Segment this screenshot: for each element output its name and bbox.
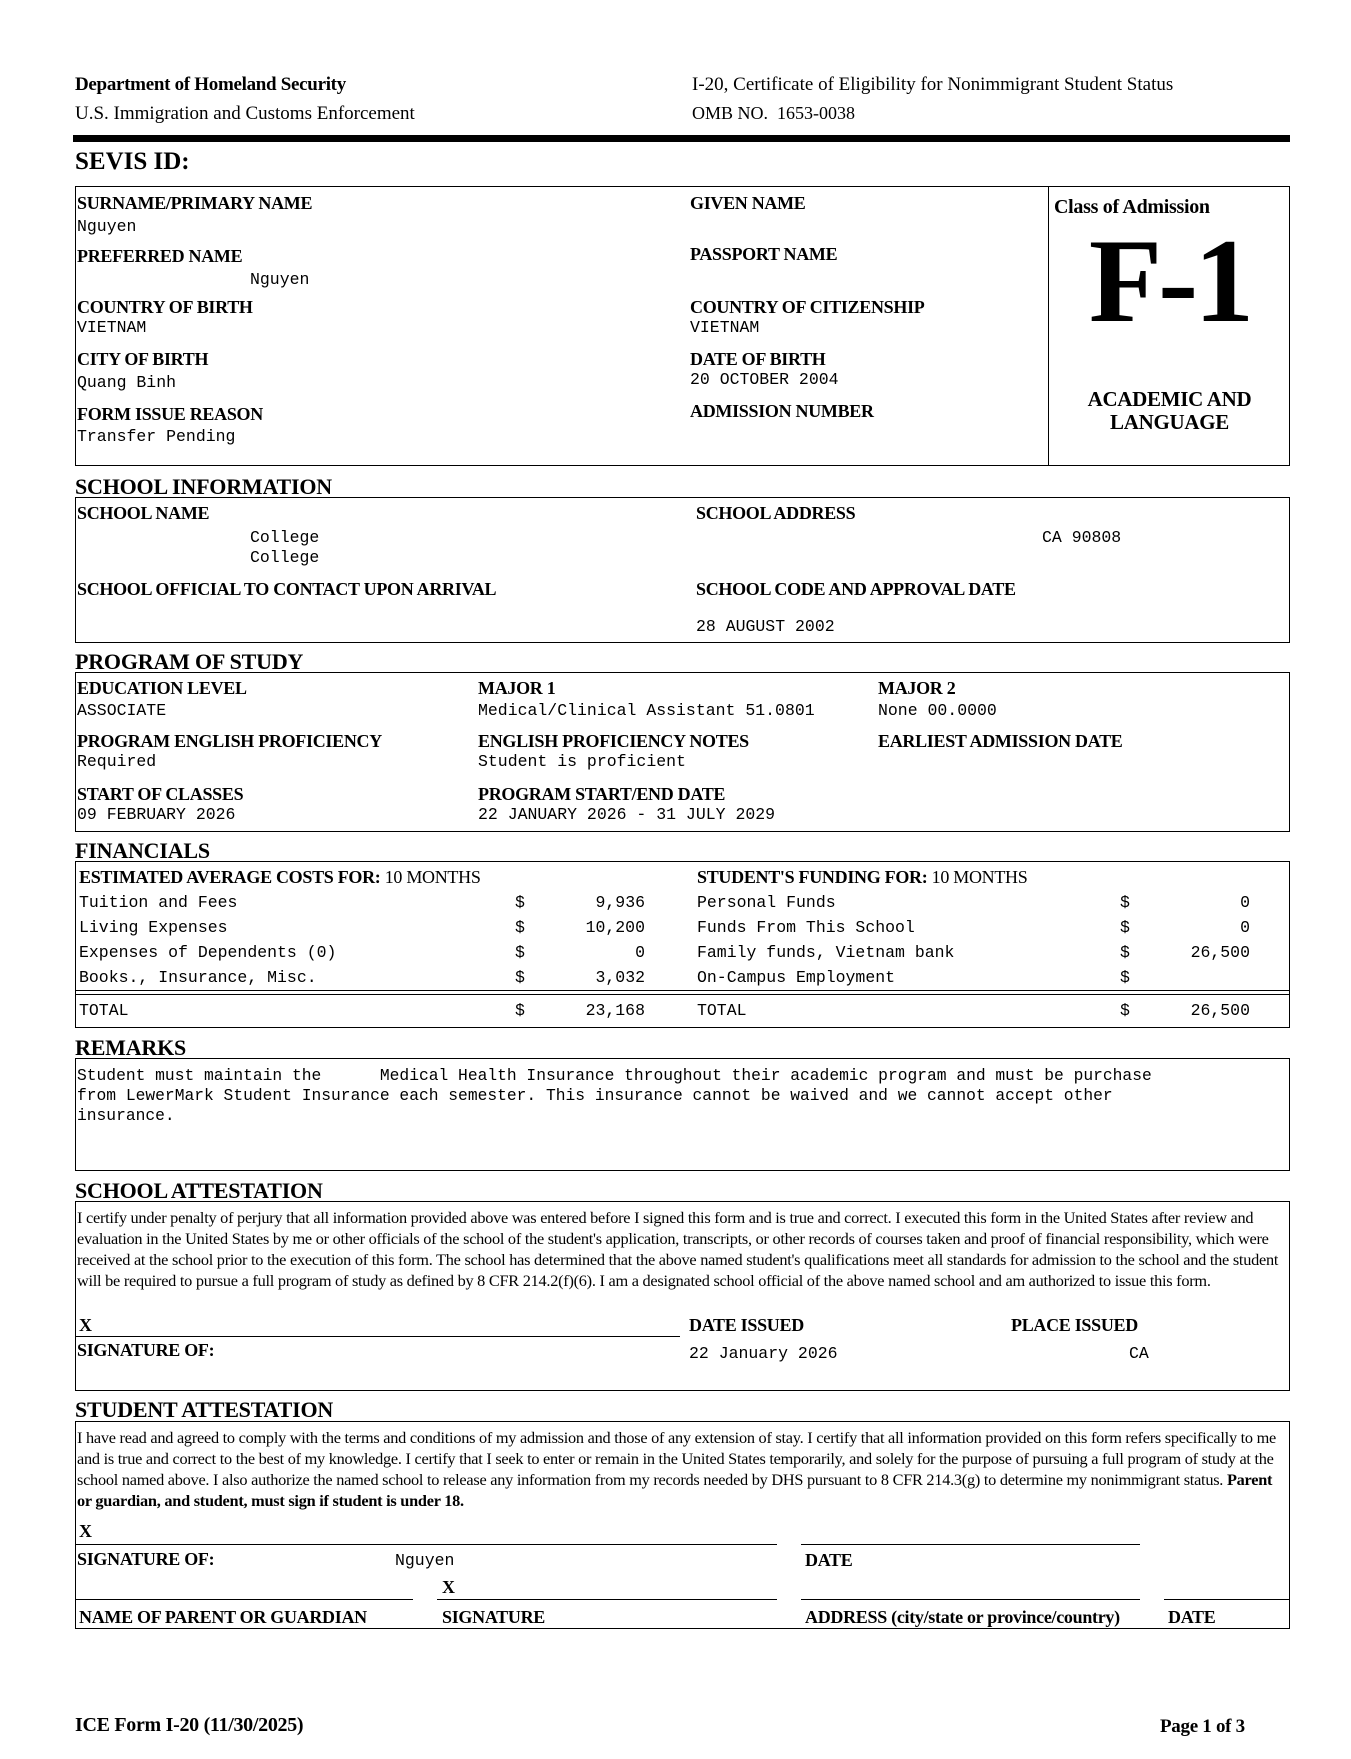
funding-amount: 0	[1240, 918, 1250, 937]
costs-total-label: TOTAL	[79, 1001, 129, 1020]
citizenship-label: COUNTRY OF CITIZENSHIP	[690, 297, 925, 317]
surname-value: Nguyen	[77, 217, 137, 236]
currency-symbol: $	[1120, 918, 1130, 937]
costs-header	[79, 867, 481, 888]
cost-item: Living Expenses	[79, 918, 228, 937]
cost-amount: 9,936	[595, 893, 645, 912]
major2-value: None 00.0000	[878, 701, 997, 720]
funding-period: 10 MONTHS	[931, 867, 1028, 887]
program-dates-value: 22 JANUARY 2026 - 31 JULY 2029	[478, 805, 776, 824]
passport-name-label: PASSPORT NAME	[690, 244, 838, 264]
parent-date-label: DATE	[1168, 1607, 1216, 1627]
student-date-line	[801, 1544, 1140, 1545]
school-address-label: SCHOOL ADDRESS	[696, 503, 856, 523]
english-notes-value: Student is proficient	[478, 752, 686, 771]
class-desc-line2: LANGUAGE	[1110, 410, 1229, 434]
currency-symbol: $	[515, 968, 525, 987]
total-rule-bottom	[76, 994, 1289, 995]
city-of-birth-value: Quang Binh	[77, 373, 177, 392]
parent-name-label: NAME OF PARENT OR GUARDIAN	[79, 1607, 367, 1627]
date-issued-label: DATE ISSUED	[689, 1315, 804, 1335]
school-name-line1: College	[250, 528, 320, 547]
issue-reason-label: FORM ISSUE REASON	[77, 404, 263, 424]
sevis-id-label: SEVIS ID:	[75, 148, 190, 175]
remarks-line1: Student must maintain the Medical Health Insurance throughout their academic program and must be purchase	[77, 1066, 1152, 1085]
school-address-value: CA 90808	[1042, 528, 1122, 547]
parent-signature-line	[437, 1599, 777, 1600]
form-identifier: ICE Form I-20 (11/30/2025)	[75, 1714, 304, 1736]
student-attestation-body: I have read and agreed to comply with the terms and conditions of my admission and those of any extension of stay. I certify that all information provided on this form refers specifically to me and is true and correct to the best of my knowledge. I certify that I seek to enter or remain in the United States temporarily, and solely for the purpose of pursuing a full program of study at the school named above. I also authorize the named school to release any information from my records needed by DHS pursuant to 8 CFR 214.3(g) to determine my nonimmigrant status.	[77, 1428, 1277, 1489]
education-level-value: ASSOCIATE	[77, 701, 167, 720]
student-signature-line	[76, 1544, 777, 1545]
country-of-birth-label: COUNTRY OF BIRTH	[77, 297, 253, 317]
funding-item: On-Campus Employment	[697, 968, 896, 987]
parent-signature-label: SIGNATURE	[442, 1607, 545, 1627]
student-sign-x: X	[79, 1521, 92, 1541]
school-name-label: SCHOOL NAME	[77, 503, 210, 523]
student-attestation-heading: STUDENT ATTESTATION	[75, 1397, 334, 1422]
country-of-birth-value: VIETNAM	[77, 318, 147, 337]
date-of-birth-label: DATE OF BIRTH	[690, 349, 826, 369]
cost-item: Books., Insurance, Misc.	[79, 968, 317, 987]
student-signature-label: SIGNATURE OF:	[77, 1549, 215, 1569]
citizenship-value: VIETNAM	[690, 318, 760, 337]
parent-date-line	[1164, 1599, 1290, 1600]
class-of-admission-label: Class of Admission	[1054, 196, 1210, 218]
cost-amount: 3,032	[595, 968, 645, 987]
student-attestation-text	[77, 1427, 1287, 1511]
student-date-label: DATE	[805, 1550, 853, 1570]
school-info-box	[75, 497, 1290, 643]
place-issued-label: PLACE ISSUED	[1011, 1315, 1138, 1335]
total-rule-top	[76, 990, 1289, 991]
program-dates-label: PROGRAM START/END DATE	[478, 784, 726, 804]
parent-address-line	[801, 1599, 1140, 1600]
remarks-heading: REMARKS	[75, 1035, 187, 1060]
admission-number-label: ADMISSION NUMBER	[690, 401, 874, 421]
student-attestation-bold: Parent or guardian, and student, must sign if student is under 18.	[77, 1470, 1273, 1510]
start-of-classes-value: 09 FEBRUARY 2026	[77, 805, 236, 824]
school-official-label: SCHOOL OFFICIAL TO CONTACT UPON ARRIVAL	[77, 579, 497, 599]
approval-date-value: 28 AUGUST 2002	[696, 617, 835, 636]
date-of-birth-value: 20 OCTOBER 2004	[690, 370, 839, 389]
school-info-heading: SCHOOL INFORMATION	[75, 474, 332, 499]
funding-total-value: 26,500	[1190, 1001, 1250, 1020]
given-name-label: GIVEN NAME	[690, 193, 806, 213]
school-attestation-heading: SCHOOL ATTESTATION	[75, 1178, 323, 1203]
issue-reason-value: Transfer Pending	[77, 427, 236, 446]
form-title: I-20, Certificate of Eligibility for Nonimmigrant Student Status	[692, 74, 1174, 95]
currency-symbol: $	[515, 943, 525, 962]
cost-amount: 10,200	[585, 918, 645, 937]
school-signature-line	[76, 1336, 680, 1337]
english-proficiency-value: Required	[77, 752, 157, 771]
costs-period: 10 MONTHS	[384, 867, 481, 887]
major2-label: MAJOR 2	[878, 678, 956, 698]
school-signature-label: SIGNATURE OF:	[77, 1340, 215, 1360]
school-sign-x: X	[79, 1315, 92, 1335]
currency-symbol: $	[515, 893, 525, 912]
surname-label: SURNAME/PRIMARY NAME	[77, 193, 313, 213]
funding-total-label: TOTAL	[697, 1001, 747, 1020]
parent-sign-x: X	[442, 1577, 455, 1597]
start-of-classes-label: START OF CLASSES	[77, 784, 244, 804]
currency-symbol: $	[1120, 893, 1130, 912]
remarks-line2: from LewerMark Student Insurance each semester. This insurance cannot be waived and we cannot accept other	[77, 1086, 1113, 1105]
costs-label: ESTIMATED AVERAGE COSTS FOR:	[79, 867, 381, 887]
cost-amount: 0	[635, 943, 645, 962]
preferred-name-label: PREFERRED NAME	[77, 246, 243, 266]
class-code: F-1	[1088, 214, 1251, 347]
school-name-line2: College	[250, 548, 320, 567]
funding-item: Personal Funds	[697, 893, 836, 912]
funding-label: STUDENT'S FUNDING FOR:	[697, 867, 928, 887]
currency-symbol: $	[515, 1001, 525, 1020]
school-attestation-text: I certify under penalty of perjury that all information provided above was entered before I signed this form and is true and correct. I executed this form in the United States after review and evaluation in the United States by me or other officials of the school of the student's application, transcripts, or other records of courses taken and proof of financial responsibility, which were received at the school prior to the execution of this form. The school has determined that the above named student's qualifications meet all standards for admission to the school and the student will be required to pursue a full program of study as defined by 8 CFR 214.2(f)(6). I am a designated school official of the above named school and am authorized to issue this form.	[77, 1208, 1279, 1290]
major1-label: MAJOR 1	[478, 678, 556, 698]
header-rule	[73, 135, 1290, 142]
currency-symbol: $	[1120, 943, 1130, 962]
omb-number: OMB NO. 1653-0038	[692, 103, 856, 123]
costs-total-value: 23,168	[585, 1001, 645, 1020]
funding-header	[697, 867, 1027, 888]
parent-name-line	[76, 1599, 413, 1600]
remarks-line3: insurance.	[77, 1106, 175, 1125]
currency-symbol: $	[1120, 1001, 1130, 1020]
earliest-admission-label: EARLIEST ADMISSION DATE	[878, 731, 1123, 751]
agency-name: Department of Homeland Security	[75, 74, 346, 95]
currency-symbol: $	[515, 918, 525, 937]
english-notes-label: ENGLISH PROFICIENCY NOTES	[478, 731, 749, 751]
city-of-birth-label: CITY OF BIRTH	[77, 349, 209, 369]
funding-item: Funds From This School	[697, 918, 915, 937]
school-code-label: SCHOOL CODE AND APPROVAL DATE	[696, 579, 1016, 599]
place-issued-value: CA	[1129, 1344, 1149, 1363]
preferred-name-value: Nguyen	[250, 270, 310, 289]
financials-heading: FINANCIALS	[75, 838, 210, 863]
class-desc-line1: ACADEMIC AND	[1087, 387, 1252, 411]
education-level-label: EDUCATION LEVEL	[77, 678, 247, 698]
parent-address-label: ADDRESS (city/state or province/country)	[805, 1607, 1120, 1627]
major1-value: Medical/Clinical Assistant 51.0801	[478, 701, 815, 720]
date-issued-value: 22 January 2026	[689, 1344, 838, 1363]
subagency-name: U.S. Immigration and Customs Enforcement	[75, 103, 415, 124]
cost-item: Expenses of Dependents (0)	[79, 943, 337, 962]
funding-item: Family funds, Vietnam bank	[697, 943, 955, 962]
english-proficiency-label: PROGRAM ENGLISH PROFICIENCY	[77, 731, 382, 751]
cost-item: Tuition and Fees	[79, 893, 238, 912]
currency-symbol: $	[1120, 968, 1130, 987]
student-signature-name: Nguyen	[395, 1551, 455, 1570]
funding-amount: 0	[1240, 893, 1250, 912]
program-heading: PROGRAM OF STUDY	[75, 649, 304, 674]
page-number: Page 1 of 3	[1160, 1716, 1245, 1737]
funding-amount: 26,500	[1190, 943, 1250, 962]
